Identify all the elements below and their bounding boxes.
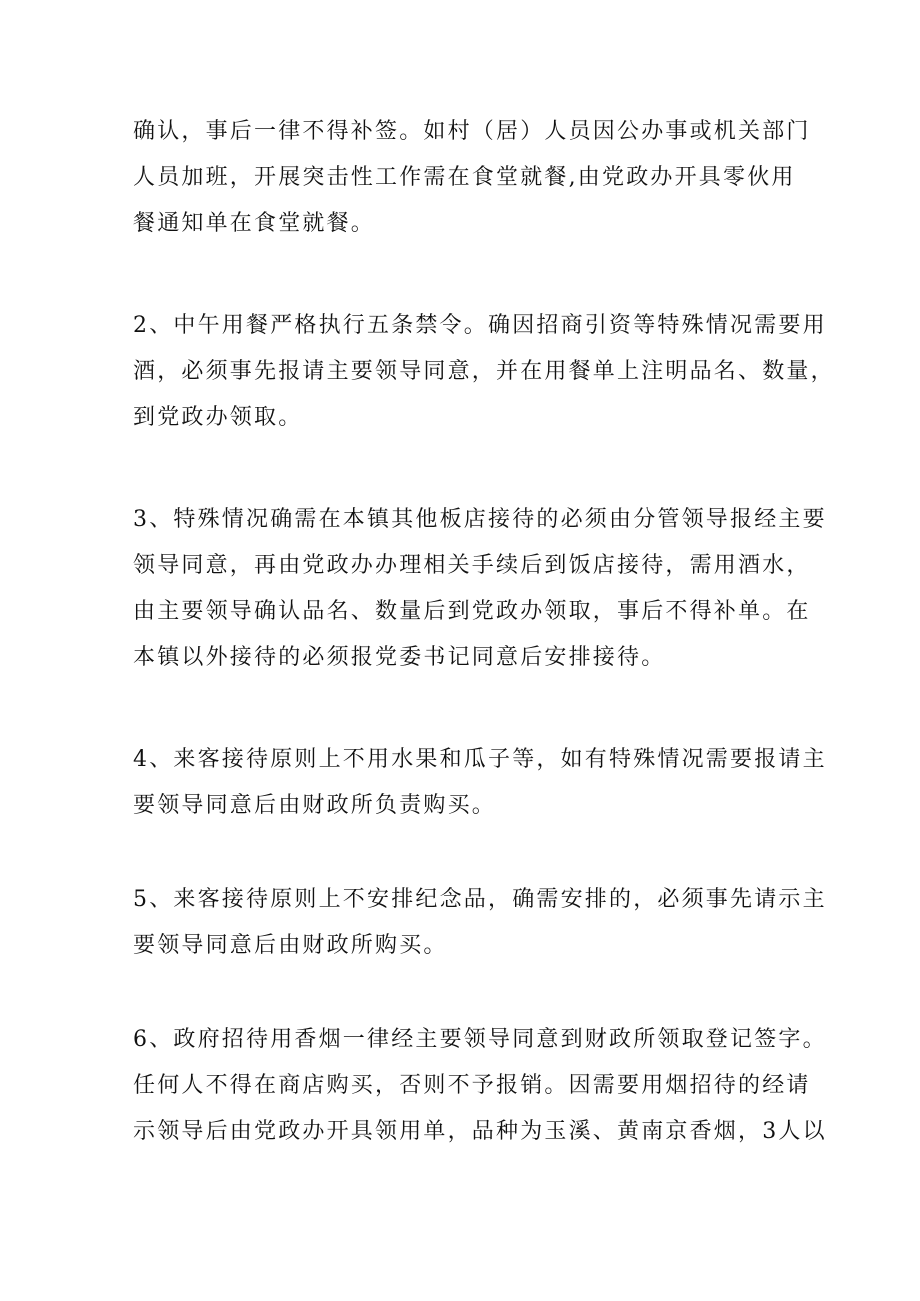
text-line: 要领导同意后由财政所负责购买。 — [133, 793, 497, 818]
text-line: 6、政府招待用香烟一律经主要领导同意到财政所领取登记签字。 — [133, 1027, 827, 1052]
text-line: 示领导后由党政办开具领用单，品种为玉溪、黄南京香烟，3人以 — [133, 1119, 827, 1144]
text-line: 2、中午用餐严格执行五条禁令。确因招商引资等特殊情况需要用 — [133, 313, 827, 338]
text-line: 领导同意，再由党政办办理相关手续后到饭店接待，需用酒水， — [133, 553, 811, 578]
text-line: 人员加班，开展突击性工作需在食堂就餐,由党政办开具零伙用 — [133, 165, 796, 190]
text-line: 任何人不得在商店购买，否则不予报销。因需要用烟招待的经请 — [133, 1073, 811, 1098]
text-line: 由主要领导确认品名、数量后到党政办领取，事后不得补单。在 — [133, 599, 811, 624]
text-line: 5、来客接待原则上不安排纪念品，确需安排的，必须事先请示主 — [133, 887, 827, 912]
text-line: 餐通知单在食堂就餐。 — [133, 211, 376, 236]
text-line: 酒，必须事先报请主要领导同意，并在用餐单上注明品名、数量， — [133, 359, 835, 384]
text-line: 到党政办领取。 — [133, 405, 303, 430]
text-line: 要领导同意后由财政所购买。 — [133, 933, 448, 958]
text-line: 4、来客接待原则上不用水果和瓜子等，如有特殊情况需要报请主 — [133, 747, 827, 772]
text-line: 确认，事后一律不得补签。如村（居）人员因公办事或机关部门 — [133, 119, 811, 144]
text-line: 3、特殊情况确需在本镇其他板店接待的必须由分管领导报经主要 — [133, 507, 827, 532]
text-line: 本镇以外接待的必须报党委书记同意后安排接待。 — [133, 645, 666, 670]
